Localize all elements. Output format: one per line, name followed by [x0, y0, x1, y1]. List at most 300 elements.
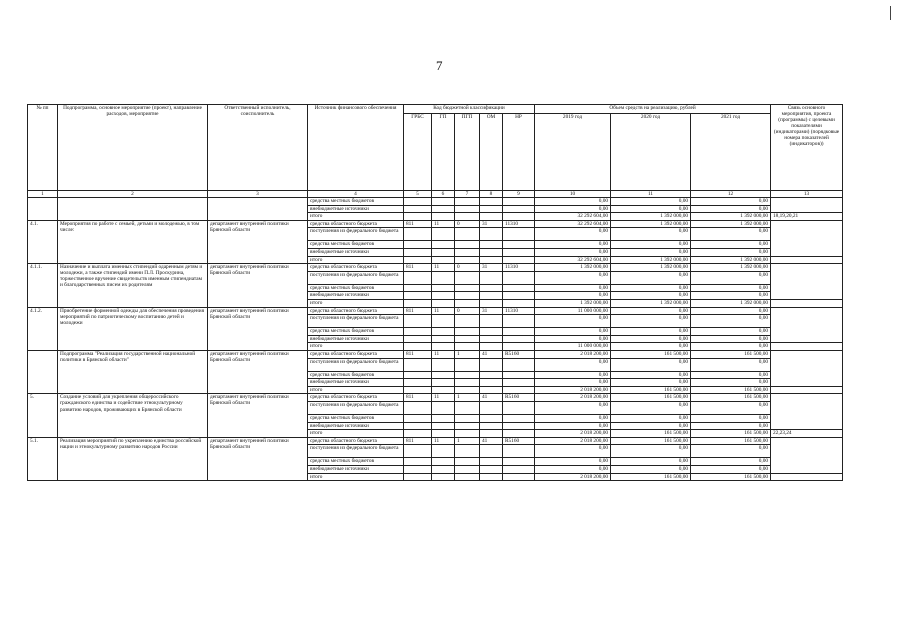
block-executor: департамент внутренней политики Брянской области [208, 394, 308, 437]
block-no: 4.1.2. [28, 307, 58, 350]
amount-cell: 32 292 604,00 [535, 220, 611, 228]
code-cell: 11 [432, 307, 455, 315]
code-cell: 11310 [503, 307, 535, 315]
code-cell: 0 [455, 220, 480, 228]
amount-cell: 0,00 [691, 401, 771, 414]
code-cell [503, 422, 535, 430]
table-body [28, 198, 843, 481]
code-cell: 811 [404, 264, 432, 272]
amount-cell: 0,00 [691, 307, 771, 315]
code-cell [480, 401, 503, 414]
code-cell: 11 [432, 350, 455, 358]
source-label: внебюджетные источники [308, 335, 404, 343]
code-cell [404, 414, 432, 422]
code-cell [480, 430, 503, 438]
code-cell: 811 [404, 307, 432, 315]
code-cell [503, 292, 535, 300]
source-label: поступления из федерального бюджета [308, 228, 404, 241]
total-cell: 161 500,00 [691, 473, 771, 481]
amount-cell: 0,00 [535, 358, 611, 371]
code-cell [503, 284, 535, 292]
source-label: итого [308, 213, 404, 221]
code-cell [404, 401, 432, 414]
code-cell [404, 358, 432, 371]
amount-cell: 0,00 [611, 315, 691, 328]
code-cell [480, 292, 503, 300]
header-volume-group: Объем средств на реализацию, рублей [535, 105, 771, 114]
code-cell [432, 371, 455, 379]
header-executor: Ответственный исполнитель, соисполнитель [208, 105, 308, 191]
source-label: средства областного бюджета [308, 307, 404, 315]
amount-cell: 0,00 [535, 198, 611, 206]
code-cell [455, 458, 480, 466]
source-label: итого [308, 430, 404, 438]
block-link-cell [771, 264, 843, 300]
code-cell [455, 335, 480, 343]
amount-cell: 161 500,00 [691, 394, 771, 402]
code-cell [455, 473, 480, 481]
block-no: 5. [28, 394, 58, 437]
code-cell [503, 328, 535, 336]
code-cell [455, 379, 480, 387]
total-cell: 2 018 200,00 [535, 430, 611, 438]
amount-cell: 0,00 [535, 335, 611, 343]
page-number: 7 [436, 58, 443, 73]
block-link [771, 473, 843, 481]
code-cell: 1 [455, 437, 480, 445]
amount-cell: 0,00 [535, 228, 611, 241]
source-label: итого [308, 473, 404, 481]
code-cell: 811 [404, 394, 432, 402]
code-cell [432, 315, 455, 328]
header-year-2019: 2019 год [535, 114, 611, 191]
amount-cell: 161 500,00 [611, 350, 691, 358]
header-code-nr: НР [503, 114, 535, 191]
source-label: внебюджетные источники [308, 422, 404, 430]
code-cell [432, 422, 455, 430]
total-cell: 1 392 000,00 [691, 213, 771, 221]
total-cell: 161 500,00 [691, 386, 771, 394]
code-cell [480, 328, 503, 336]
amount-cell: 2 018 200,00 [535, 437, 611, 445]
header-code-group: Код бюджетной классификации [404, 105, 535, 114]
code-cell [455, 284, 480, 292]
code-cell [455, 241, 480, 249]
index-cell: 8 [480, 191, 503, 198]
block-executor: департамент внутренней политики Брянской области [208, 220, 308, 263]
code-cell [503, 379, 535, 387]
header-no: № пп [28, 105, 58, 191]
code-cell [432, 401, 455, 414]
block-name: Приобретение форменной одежды для обеспечения проведения мероприятий по патриотическому воспитанию детей и молодежи [58, 307, 208, 350]
amount-cell: 0,00 [535, 205, 611, 213]
header-code-grbs: ГРБС [404, 114, 432, 191]
block-name: Реализация мероприятий по укреплению единства российской нации и этнокультурному развитию народов России [58, 437, 208, 480]
total-cell: 161 500,00 [611, 386, 691, 394]
block-row-regional [28, 350, 843, 358]
code-cell [503, 228, 535, 241]
amount-cell: 1 392 000,00 [611, 264, 691, 272]
code-cell [432, 445, 455, 458]
block-link-cell [771, 307, 843, 343]
code-cell [503, 386, 535, 394]
code-cell [503, 371, 535, 379]
amount-cell: 1 392 000,00 [691, 264, 771, 272]
code-cell [432, 300, 455, 308]
carry-executor-cell [208, 198, 308, 221]
amount-cell: 161 500,00 [691, 437, 771, 445]
block-name: Мероприятия по работе с семьей, детьми и молодежью, в том числе: [58, 220, 208, 263]
code-cell [480, 422, 503, 430]
source-label: средства местных бюджетов [308, 328, 404, 336]
code-cell [404, 343, 432, 351]
code-cell: 11 [432, 437, 455, 445]
amount-cell: 161 500,00 [611, 394, 691, 402]
code-cell [432, 473, 455, 481]
amount-cell: 0,00 [535, 379, 611, 387]
code-cell [480, 445, 503, 458]
code-cell: 11310 [503, 264, 535, 272]
block-no [28, 350, 58, 393]
code-cell [432, 271, 455, 284]
source-label: средства местных бюджетов [308, 241, 404, 249]
total-cell: 1 392 000,00 [535, 300, 611, 308]
code-cell [404, 249, 432, 257]
header-code-pgp: ПГП [455, 114, 480, 191]
block-no: 4.1. [28, 220, 58, 263]
code-cell [455, 228, 480, 241]
source-label: поступления из федерального бюджета [308, 401, 404, 414]
code-cell [480, 256, 503, 264]
block-name: Создание условий для укрепления общероссийского гражданского единства и содействие этнокультурному развитию народов, проживающих в Брянской области [58, 394, 208, 437]
code-cell [480, 371, 503, 379]
code-cell [432, 358, 455, 371]
total-cell: 1 392 000,00 [611, 300, 691, 308]
code-cell [404, 315, 432, 328]
amount-cell: 0,00 [691, 445, 771, 458]
code-cell [432, 335, 455, 343]
amount-cell: 0,00 [691, 414, 771, 422]
index-cell: 10 [535, 191, 611, 198]
code-cell [480, 241, 503, 249]
code-cell [480, 228, 503, 241]
code-cell: 1 [455, 350, 480, 358]
amount-cell: 1 392 000,00 [691, 220, 771, 228]
code-cell: 0 [455, 264, 480, 272]
amount-cell: 0,00 [691, 241, 771, 249]
index-cell: 1 [28, 191, 58, 198]
amount-cell: 0,00 [691, 198, 771, 206]
code-cell [455, 328, 480, 336]
code-cell [455, 315, 480, 328]
code-cell: 41 [480, 394, 503, 402]
amount-cell: 0,00 [691, 335, 771, 343]
total-cell: 1 392 000,00 [691, 256, 771, 264]
amount-cell: 0,00 [691, 315, 771, 328]
header-program: Подпрограмма, основное мероприятие (проект), направление расходов, мероприятие [58, 105, 208, 191]
code-cell [432, 284, 455, 292]
amount-cell: 0,00 [691, 205, 771, 213]
amount-cell: 0,00 [691, 358, 771, 371]
index-cell: 11 [611, 191, 691, 198]
code-cell [404, 379, 432, 387]
carry-link-cell [771, 198, 843, 213]
code-cell [480, 465, 503, 473]
amount-cell: 0,00 [611, 228, 691, 241]
code-cell [455, 271, 480, 284]
code-cell [480, 386, 503, 394]
carry-name-cell [58, 198, 208, 221]
code-cell [455, 292, 480, 300]
amount-cell: 0,00 [611, 307, 691, 315]
amount-cell: 0,00 [691, 284, 771, 292]
budget-table [27, 104, 843, 481]
code-cell [503, 430, 535, 438]
code-cell [503, 271, 535, 284]
block-link-cell [771, 437, 843, 473]
source-label: поступления из федерального бюджета [308, 315, 404, 328]
index-cell: 12 [691, 191, 771, 198]
amount-cell: 0,00 [535, 401, 611, 414]
source-label: внебюджетные источники [308, 249, 404, 257]
code-cell [455, 465, 480, 473]
code-cell [404, 422, 432, 430]
header-code-gp: ГП [432, 114, 455, 191]
code-cell: 11 [432, 220, 455, 228]
index-cell: 9 [503, 191, 535, 198]
block-row-regional [28, 394, 843, 402]
amount-cell: 0,00 [535, 315, 611, 328]
code-cell [404, 256, 432, 264]
amount-cell: 0,00 [611, 379, 691, 387]
block-row-regional [28, 220, 843, 228]
header-year-2021: 2021 год [691, 114, 771, 191]
amount-cell: 0,00 [535, 271, 611, 284]
code-cell [503, 358, 535, 371]
block-link-cell [771, 394, 843, 430]
code-cell: 41 [480, 437, 503, 445]
code-cell [432, 458, 455, 466]
amount-cell: 0,00 [611, 241, 691, 249]
code-cell [455, 358, 480, 371]
amount-cell: 0,00 [611, 205, 691, 213]
amount-cell: 0,00 [535, 445, 611, 458]
code-cell: 31 [480, 264, 503, 272]
amount-cell: 0,00 [611, 358, 691, 371]
code-cell: 0 [455, 307, 480, 315]
amount-cell: 0,00 [611, 271, 691, 284]
code-cell [432, 241, 455, 249]
code-cell [432, 256, 455, 264]
amount-cell: 0,00 [535, 422, 611, 430]
code-cell [404, 284, 432, 292]
code-cell [503, 458, 535, 466]
code-cell [432, 386, 455, 394]
code-cell [503, 401, 535, 414]
code-cell [480, 249, 503, 257]
column-index-row [28, 191, 843, 198]
block-row-regional [28, 437, 843, 445]
code-cell: R5160 [503, 437, 535, 445]
code-cell [503, 249, 535, 257]
block-link-cell [771, 220, 843, 256]
block-name: Подпрограмма "Реализация государственной национальной политики в Брянской области" [58, 350, 208, 393]
code-cell [503, 335, 535, 343]
code-cell: R5160 [503, 394, 535, 402]
amount-cell: 0,00 [611, 292, 691, 300]
header-link: Связь основного мероприятия, проекта (программы) с целевыми показателями (индикаторами) (порядковые номера показателей (индикаторов)) [771, 105, 843, 191]
amount-cell: 161 500,00 [611, 437, 691, 445]
total-cell: 0,00 [611, 343, 691, 351]
code-cell [455, 300, 480, 308]
carry-local-row [28, 198, 843, 206]
block-no: 4.1.1. [28, 264, 58, 307]
code-cell [455, 343, 480, 351]
total-cell: 32 292 604,00 [535, 256, 611, 264]
index-cell: 3 [208, 191, 308, 198]
amount-cell: 0,00 [611, 284, 691, 292]
amount-cell: 0,00 [535, 249, 611, 257]
code-cell [455, 249, 480, 257]
code-cell: 1 [455, 394, 480, 402]
code-cell [455, 256, 480, 264]
index-cell: 6 [432, 191, 455, 198]
source-label: итого [308, 343, 404, 351]
amount-cell: 0,00 [611, 422, 691, 430]
amount-cell: 0,00 [691, 422, 771, 430]
code-cell [480, 458, 503, 466]
source-label: внебюджетные источники [308, 292, 404, 300]
source-label: внебюджетные источники [308, 379, 404, 387]
code-cell [404, 445, 432, 458]
block-executor: департамент внутренней политики Брянской области [208, 307, 308, 350]
code-cell [480, 271, 503, 284]
code-cell [455, 445, 480, 458]
amount-cell: 0,00 [611, 335, 691, 343]
block-name: Назначение и выплата именных стипендий одаренным детям и молодежи, а также стипендий имени П.Л. Проскурина, торжественное вручение свидетельств именным стипендиатам и благодарственных писем их родителям [58, 264, 208, 307]
total-cell: 2 018 200,00 [535, 473, 611, 481]
block-link [771, 386, 843, 394]
index-cell: 2 [58, 191, 208, 198]
amount-cell: 0,00 [611, 458, 691, 466]
total-cell: 0,00 [691, 343, 771, 351]
amount-cell: 0,00 [691, 379, 771, 387]
block-executor: департамент внутренней политики Брянской области [208, 350, 308, 393]
carry-link-value: 18,19,20,21 [771, 213, 843, 221]
code-cell [480, 343, 503, 351]
code-cell [404, 292, 432, 300]
code-cell [432, 379, 455, 387]
code-cell [404, 458, 432, 466]
amount-cell: 0,00 [535, 284, 611, 292]
total-cell: 1 392 000,00 [611, 213, 691, 221]
total-cell: 2 018 200,00 [535, 386, 611, 394]
code-cell [503, 445, 535, 458]
source-label: поступления из федерального бюджета [308, 271, 404, 284]
total-cell: 161 500,00 [611, 430, 691, 438]
code-cell [503, 465, 535, 473]
code-cell: 811 [404, 350, 432, 358]
amount-cell: 0,00 [535, 241, 611, 249]
source-label: поступления из федерального бюджета [308, 358, 404, 371]
code-cell [404, 241, 432, 249]
code-cell [404, 228, 432, 241]
total-cell: 32 292 604,00 [535, 213, 611, 221]
code-cell [432, 328, 455, 336]
code-cell: 11 [432, 264, 455, 272]
index-cell: 5 [404, 191, 432, 198]
code-cell [432, 343, 455, 351]
code-cell [455, 386, 480, 394]
code-cell [432, 430, 455, 438]
block-no: 5.1. [28, 437, 58, 480]
code-cell [503, 315, 535, 328]
amount-cell: 0,00 [611, 198, 691, 206]
header-row-1 [28, 105, 843, 114]
block-row-regional [28, 307, 843, 315]
code-cell [480, 473, 503, 481]
code-cell [455, 430, 480, 438]
source-label: средства областного бюджета [308, 264, 404, 272]
amount-cell: 2 018 200,00 [535, 394, 611, 402]
total-cell: 161 500,00 [691, 430, 771, 438]
code-cell [432, 228, 455, 241]
index-cell: 13 [771, 191, 843, 198]
block-row-regional [28, 264, 843, 272]
amount-cell: 0,00 [691, 249, 771, 257]
code-cell [503, 256, 535, 264]
code-cell [455, 422, 480, 430]
header-source: Источник финансового обеспечения [308, 105, 404, 191]
code-cell [480, 315, 503, 328]
amount-cell: 0,00 [535, 292, 611, 300]
block-executor: департамент внутренней политики Брянской области [208, 264, 308, 307]
block-link [771, 343, 843, 351]
amount-cell: 0,00 [691, 328, 771, 336]
header-year-2020: 2020 год [611, 114, 691, 191]
code-cell [503, 414, 535, 422]
source-label: средства местных бюджетов [308, 414, 404, 422]
amount-cell: 1 392 000,00 [535, 264, 611, 272]
code-cell [404, 335, 432, 343]
code-cell [404, 430, 432, 438]
code-cell [404, 271, 432, 284]
block-link [771, 300, 843, 308]
source-label: средства областного бюджета [308, 350, 404, 358]
index-cell: 7 [455, 191, 480, 198]
source-label: внебюджетные источники [308, 465, 404, 473]
total-cell: 1 392 000,00 [611, 256, 691, 264]
source-label: средства местных бюджетов [308, 198, 404, 206]
source-label: средства областного бюджета [308, 437, 404, 445]
source-label: средства областного бюджета [308, 394, 404, 402]
code-cell [404, 465, 432, 473]
code-cell [432, 292, 455, 300]
amount-cell: 0,00 [611, 371, 691, 379]
code-cell: 31 [480, 220, 503, 228]
code-cell [455, 414, 480, 422]
amount-cell: 0,00 [691, 292, 771, 300]
amount-cell: 0,00 [611, 445, 691, 458]
amount-cell: 0,00 [691, 458, 771, 466]
code-cell [404, 300, 432, 308]
code-cell: 31 [480, 307, 503, 315]
source-label: средства областного бюджета [308, 220, 404, 228]
code-cell: 811 [404, 437, 432, 445]
amount-cell: 2 018 200,00 [535, 350, 611, 358]
code-cell [404, 328, 432, 336]
amount-cell: 0,00 [535, 414, 611, 422]
